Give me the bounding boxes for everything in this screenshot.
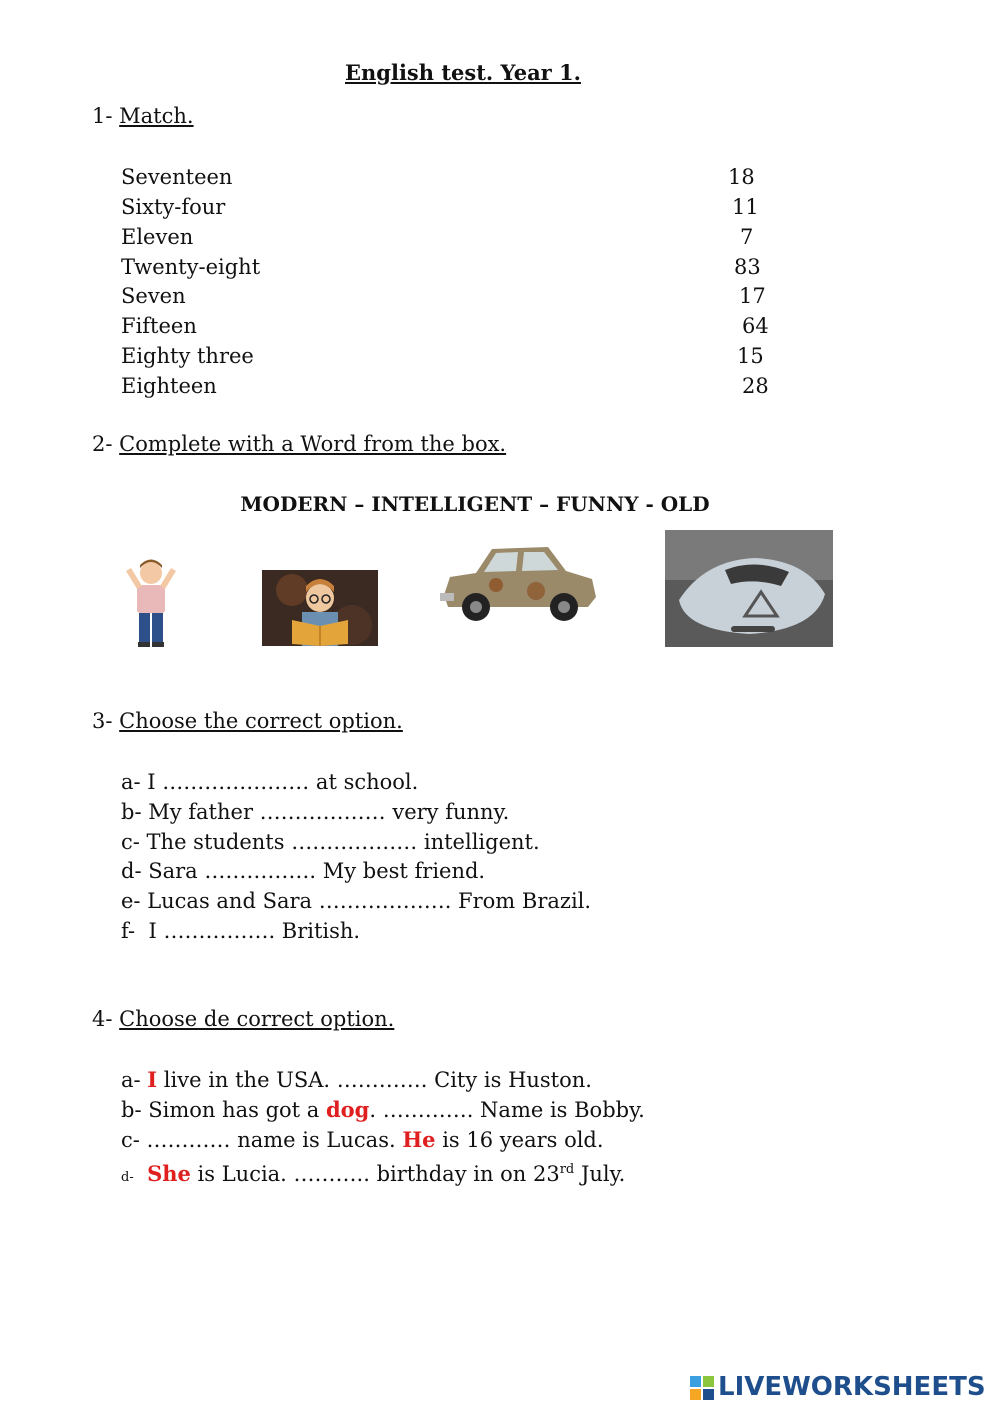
exercise-4-item-c (121, 1125, 604, 1155)
logo-text: LIVEWORKSHEETS (718, 1372, 986, 1402)
liveworksheets-logo (690, 1372, 986, 1402)
highlight-word: dog (325, 1097, 370, 1122)
highlight-word: I (147, 1067, 158, 1092)
item-text: c- ………… name is Lucas. (121, 1128, 403, 1152)
match-word: Eighteen (121, 374, 217, 398)
item-text: . …………. Name is Bobby. (369, 1098, 645, 1122)
highlight-word: She (147, 1161, 191, 1186)
exercise-3-item: d- Sara ……………. My best friend. (121, 859, 486, 883)
exercise-3-item: a- I ………………… at school. (121, 770, 419, 794)
section-title: Choose de correct option. (119, 1007, 395, 1031)
exercise-4-item-d (121, 1155, 625, 1193)
item-letter: d- (121, 1170, 134, 1185)
exercise-3-item: f- I ……………. British. (121, 919, 361, 943)
logo-grid-icon (690, 1376, 714, 1400)
section-3-heading (92, 709, 403, 733)
match-number: 15 (737, 344, 764, 368)
exercise-3-item: b- My father ……………… very funny. (121, 800, 510, 824)
old-car-image (436, 535, 600, 633)
match-word: Eighty three (121, 344, 254, 368)
exercise-3-item: c- The students ……………… intelligent. (121, 830, 540, 854)
match-number: 17 (739, 284, 766, 308)
match-number: 11 (732, 195, 759, 219)
section-2-heading (92, 432, 506, 456)
ordinal-suffix: rd (559, 1162, 575, 1177)
match-number: 28 (742, 374, 769, 398)
item-text: b- Simon has got a (121, 1098, 326, 1122)
exercise-4-item-a (121, 1065, 592, 1095)
match-word: Sixty-four (121, 195, 226, 219)
item-text: a- (121, 1068, 148, 1092)
match-word: Seven (121, 284, 186, 308)
item-text: is Lucia. ……….. birthday in on 23 (190, 1162, 560, 1186)
section-number: 1- (92, 104, 113, 128)
section-4-heading (92, 1007, 394, 1031)
match-number: 64 (742, 314, 769, 338)
match-word: Eleven (121, 225, 194, 249)
page-title: English test. Year 1. (345, 60, 581, 85)
section-title: Match. (119, 104, 194, 128)
word-box: MODERN – INTELLIGENT – FUNNY - OLD (240, 492, 710, 516)
match-number: 83 (734, 255, 761, 279)
section-1-heading (92, 104, 194, 128)
highlight-word: He (402, 1127, 436, 1152)
modern-car-image (665, 530, 833, 647)
match-number: 7 (740, 225, 754, 249)
exercise-3-item: e- Lucas and Sara ………………. From Brazil. (121, 889, 592, 913)
intelligent-girl-image (262, 570, 378, 646)
section-title: Choose the correct option. (119, 709, 403, 733)
item-text: is 16 years old. (435, 1128, 604, 1152)
section-number: 2- (92, 432, 113, 456)
exercise-4-item-b (121, 1095, 645, 1125)
section-number: 4- (92, 1007, 113, 1031)
match-number: 18 (728, 165, 755, 189)
funny-boy-image (124, 556, 178, 648)
item-text: July. (574, 1162, 626, 1186)
item-text: live in the USA. …………. City is Huston. (157, 1068, 592, 1092)
match-word: Seventeen (121, 165, 233, 189)
match-word: Fifteen (121, 314, 197, 338)
section-title: Complete with a Word from the box. (119, 432, 507, 456)
section-number: 3- (92, 709, 113, 733)
match-word: Twenty-eight (121, 255, 261, 279)
